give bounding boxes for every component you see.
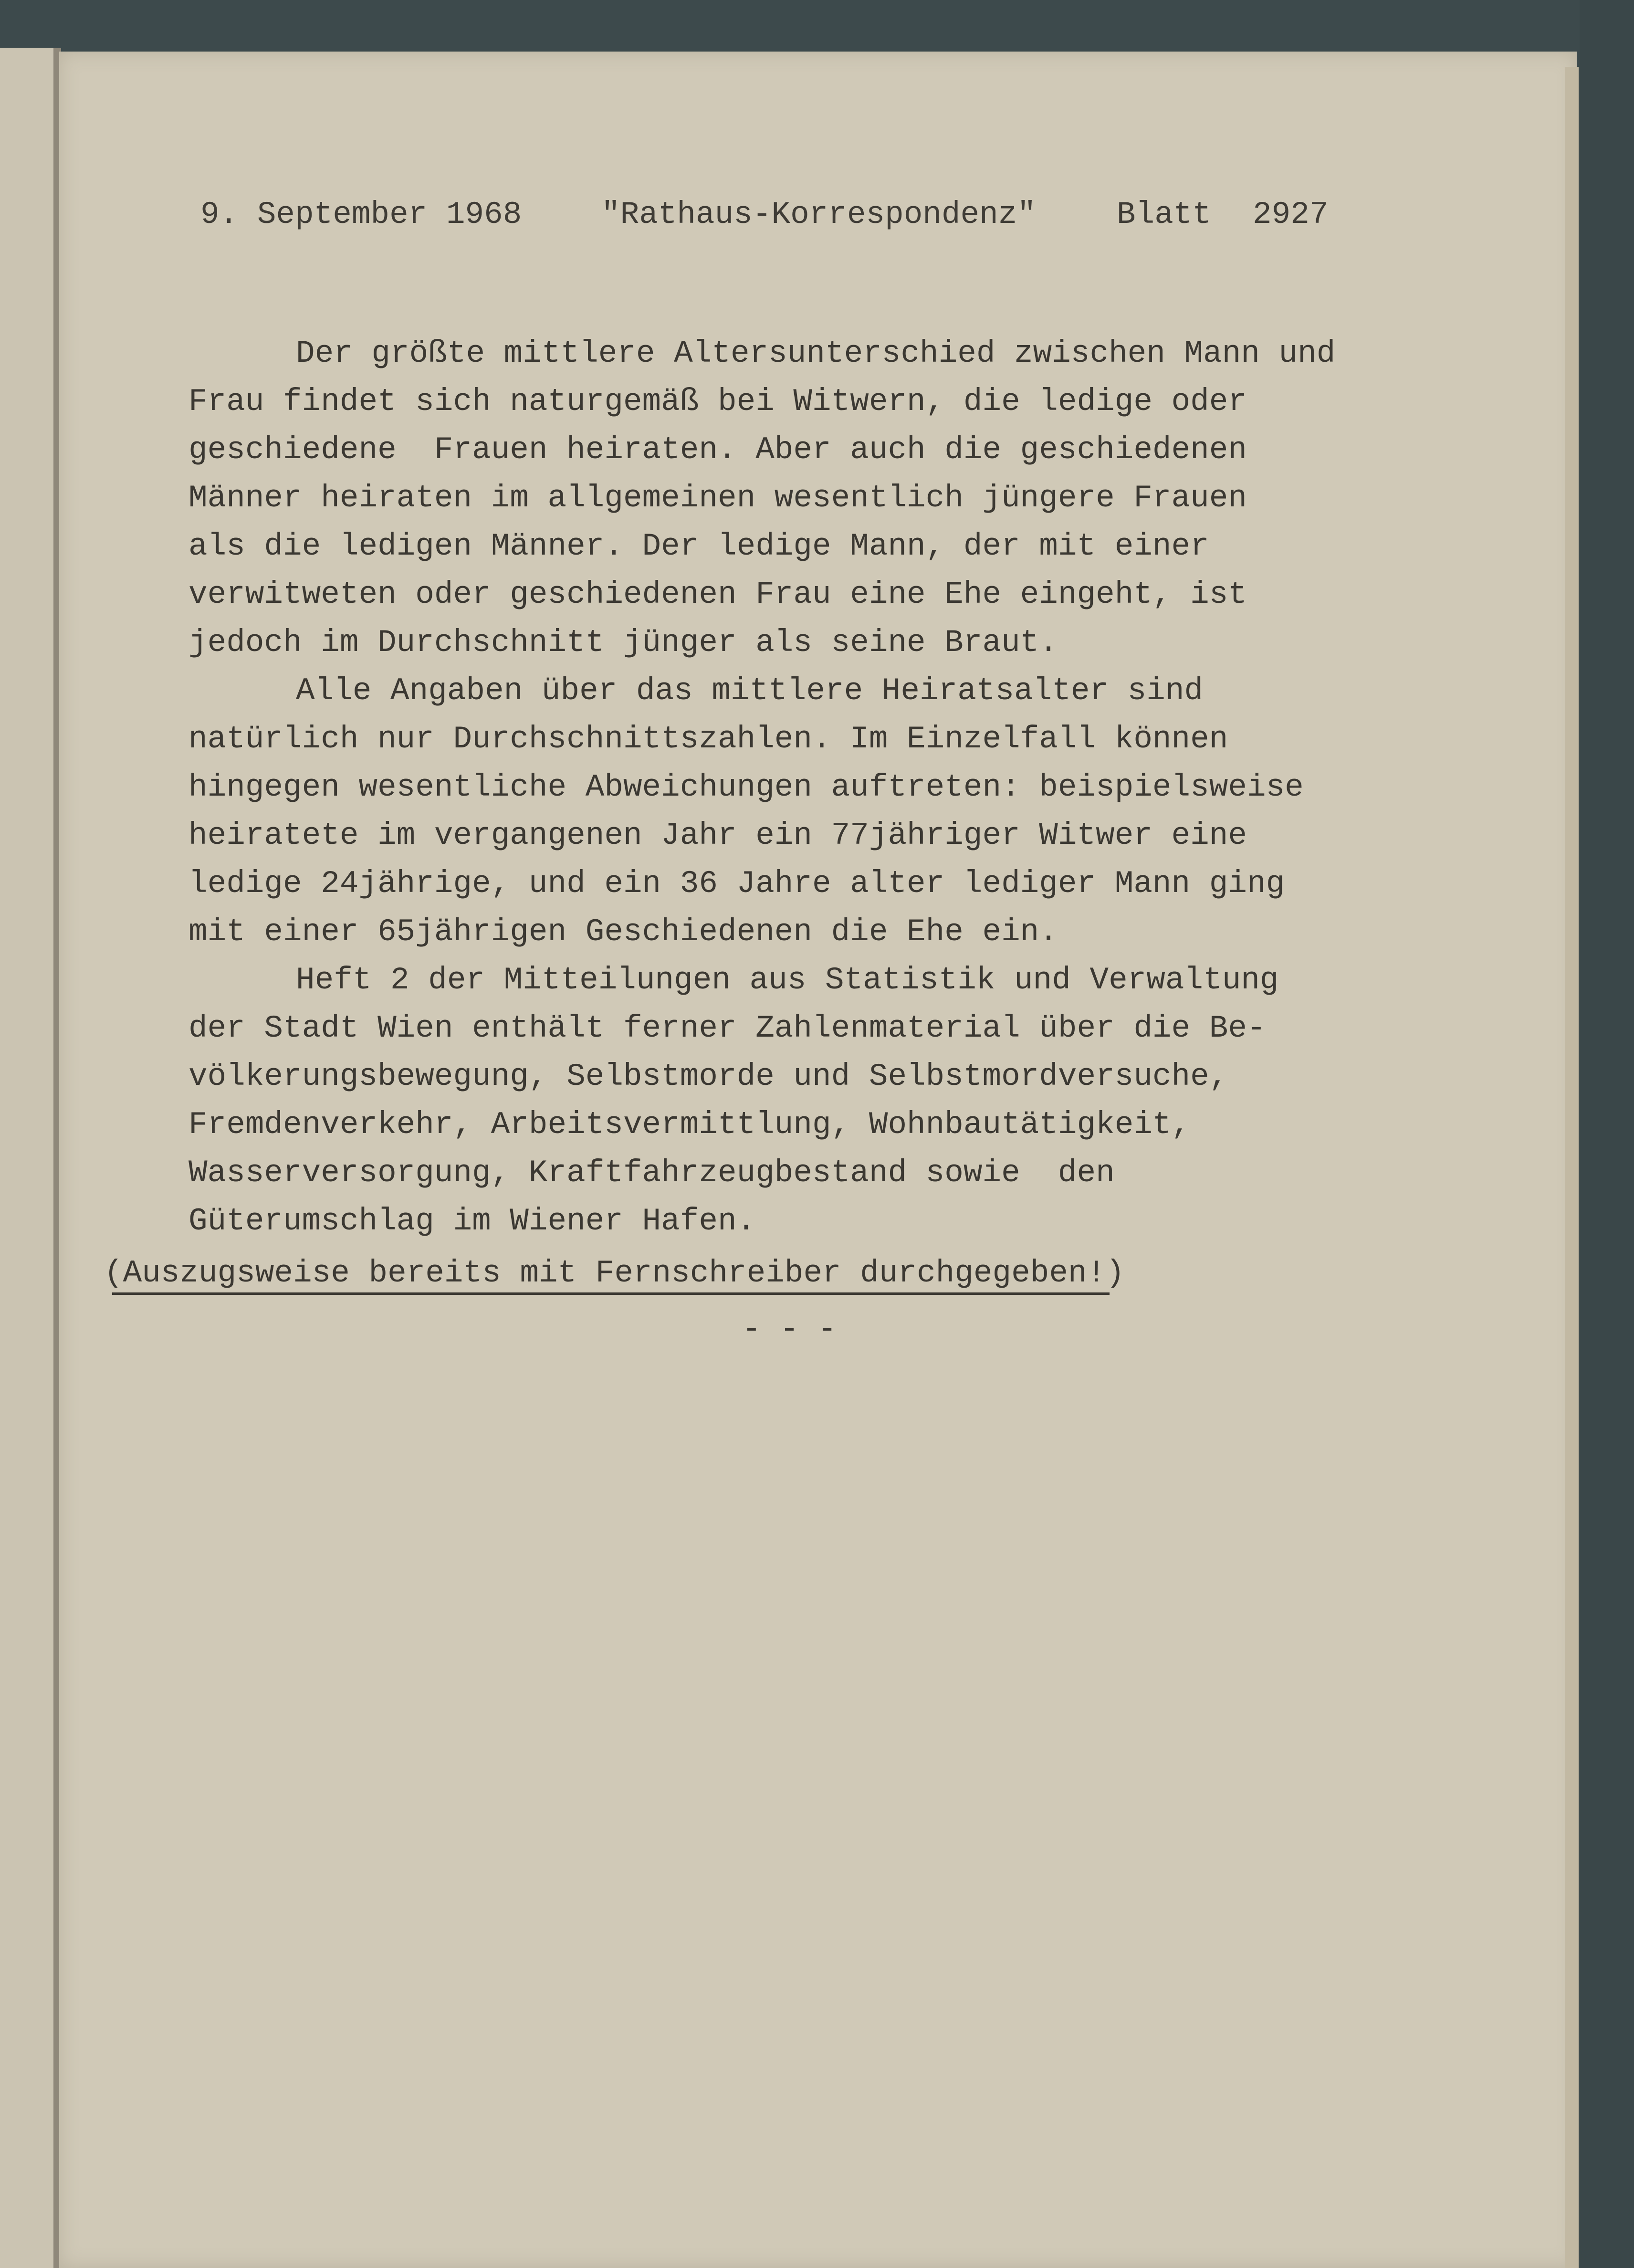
header-sheet-label: Blatt xyxy=(1117,197,1212,232)
text-line: heiratete im vergangenen Jahr ein 77jähriger Witwer eine xyxy=(189,818,1247,853)
body-text xyxy=(189,329,1372,1245)
page-header xyxy=(200,189,1360,241)
text-line: der Stadt Wien enthält ferner Zahlenmaterial über die Be- xyxy=(189,1010,1266,1046)
text-line: hingegen wesentliche Abweichungen auftreten: beispielsweise xyxy=(189,769,1304,805)
header-date: 9. September 1968 xyxy=(200,197,522,232)
text-line: Der größte mittlere Altersunterschied zwischen Mann und xyxy=(296,336,1336,371)
text-line: Frau findet sich naturgemäß bei Witwern, die ledige oder xyxy=(189,384,1247,420)
text-line: Heft 2 der Mitteilungen aus Statistik und Verwaltung xyxy=(296,962,1279,998)
page-right-edge xyxy=(1565,67,1579,2268)
note-underline xyxy=(112,1292,1110,1295)
text-line: natürlich nur Durchschnittszahlen. Im Einzelfall können xyxy=(189,721,1228,757)
text-line: verwitweten oder geschiedenen Frau eine Ehe eingeht, ist xyxy=(189,577,1247,612)
text-line: Alle Angaben über das mittlere Heiratsalter sind xyxy=(296,673,1204,709)
text-line: Wasserversorgung, Kraftfahrzeugbestand sowie den xyxy=(189,1155,1115,1191)
text-line: ledige 24jährige, und ein 36 Jahre alter lediger Mann ging xyxy=(189,866,1285,902)
text-line: mit einer 65jährigen Geschiedenen die Ehe ein. xyxy=(189,914,1058,950)
backdrop xyxy=(1580,0,1634,2268)
header-publication: "Rathaus-Korrespondenz" xyxy=(601,197,1036,232)
text-line: jedoch im Durchschnitt jünger als seine Braut. xyxy=(189,625,1058,661)
facing-page-edge xyxy=(0,48,56,2268)
text-line: völkerungsbewegung, Selbstmorde und Selbstmordversuche, xyxy=(189,1059,1228,1094)
text-line: als die ledigen Männer. Der ledige Mann, der mit einer xyxy=(189,528,1209,564)
text-line: Güterumschlag im Wiener Hafen. xyxy=(189,1203,756,1239)
teleprinter-note: (Auszugsweise bereits mit Fernschreiber durchgegeben!) xyxy=(104,1255,1125,1291)
text-line: Fremdenverkehr, Arbeitsvermittlung, Wohnbautätigkeit, xyxy=(189,1107,1191,1143)
text-line: Männer heiraten im allgemeinen wesentlich jüngere Frauen xyxy=(189,480,1247,516)
header-sheet-number: 2927 xyxy=(1253,197,1329,232)
text-line: geschiedene Frauen heiraten. Aber auch die geschiedenen xyxy=(189,432,1247,468)
end-mark: - - - xyxy=(742,1312,837,1347)
